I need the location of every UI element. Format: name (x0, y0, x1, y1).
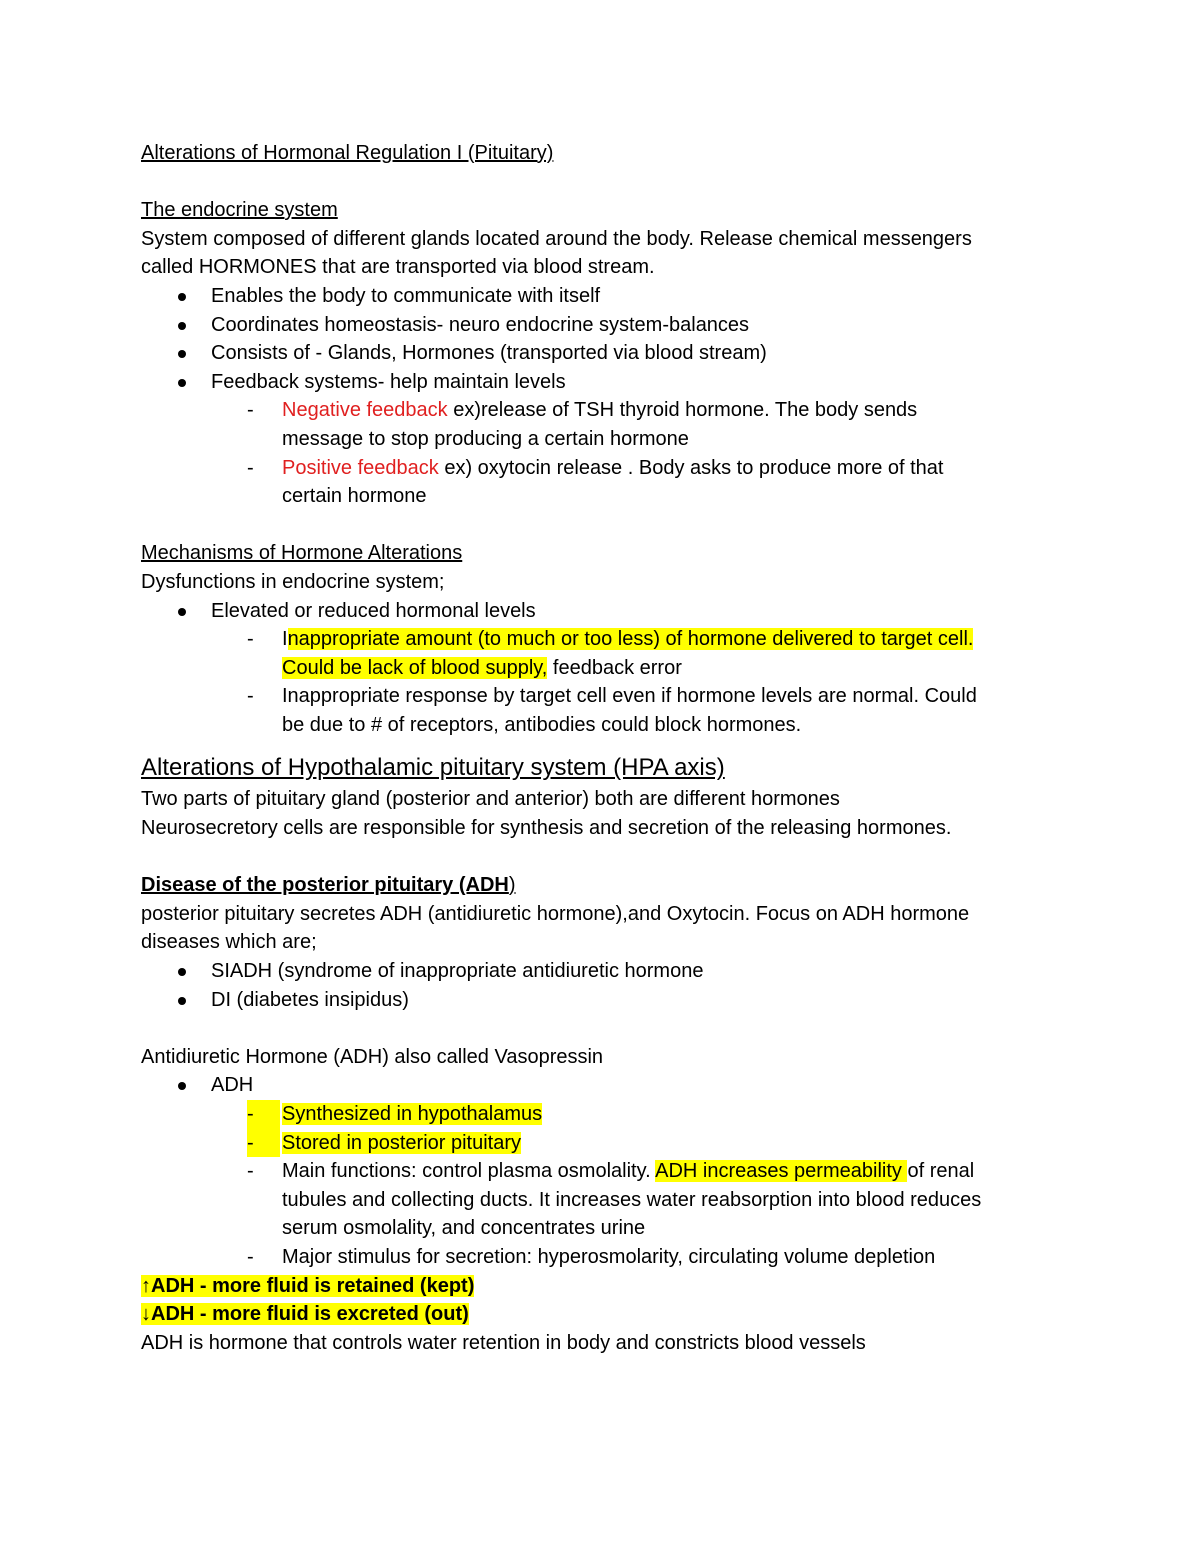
hpa-heading: Alterations of Hypothalamic pituitary system (HPA axis) (141, 754, 725, 782)
highlighted-text: ADH increases permeability (655, 1160, 908, 1183)
highlighted-text: Could be lack of blood supply, (282, 656, 548, 679)
bullet-icon (178, 1082, 186, 1090)
positive-feedback-label: Positive feedback (282, 456, 439, 479)
hpa-line-1: Two parts of pituitary gland (posterior and anterior) both are different hormones (141, 788, 840, 811)
adh-summary: ADH is hormone that controls water retention in body and constricts blood vessels (141, 1331, 866, 1354)
sub-list-item: - Major stimulus for secretion: hyperosmolarity, circulating volume depletion (247, 1245, 936, 1268)
sub-list-item: - Main functions: control plasma osmolality. ADH increases permeability of renal (247, 1160, 975, 1183)
highlighted-text: Synthesized in hypothalamus (282, 1103, 543, 1125)
list-item: Consists of - Glands, Hormones (transported via blood stream) (141, 339, 1051, 368)
sub-list-item-continuation: Could be lack of blood supply, feedback error (282, 656, 682, 679)
list-item: ADH (141, 1071, 1051, 1100)
sub-list-item-continuation: certain hormone (282, 485, 427, 508)
list-item: Feedback systems- help maintain levels (141, 368, 1051, 397)
highlighted-text: nappropriate amount (to much or too less) of hormone delivered to target cell. (287, 628, 974, 651)
bullet-icon (178, 608, 186, 616)
adh-increase-note: ↑ADH - more fluid is retained (kept) (141, 1274, 475, 1297)
bullet-icon (178, 350, 186, 358)
highlighted-text: Stored in posterior pituitary (282, 1131, 522, 1154)
sub-list-item: - Inappropriate amount (to much or too less) of hormone delivered to target cell. (247, 628, 974, 651)
adh-decrease-note: ↓ADH - more fluid is excreted (out) (141, 1303, 469, 1326)
document-title: Alterations of Hormonal Regulation I (Pituitary) (141, 142, 554, 164)
adh-intro: Antidiuretic Hormone (ADH) also called Vasopressin (141, 1045, 604, 1068)
bullet-icon (178, 293, 186, 301)
list-item: Enables the body to communicate with itself (141, 282, 1051, 311)
endocrine-intro-line-1: System composed of different glands located around the body. Release chemical messengers (141, 227, 972, 250)
list-item: SIADH (syndrome of inappropriate antidiuretic hormone (141, 957, 1051, 986)
sub-list-item-negative-feedback: - Negative feedback ex)release of TSH thyroid hormone. The body sends (247, 399, 918, 422)
posterior-line-1: posterior pituitary secretes ADH (antidiuretic hormone),and Oxytocin. Focus on ADH hormone (141, 902, 970, 925)
bullet-icon (178, 968, 186, 976)
sub-list-item-continuation: serum osmolality, and concentrates urine (282, 1217, 646, 1240)
sub-list-item: - Inappropriate response by target cell even if hormone levels are normal. Could (247, 685, 977, 708)
hpa-line-2: Neurosecretory cells are responsible for synthesis and secretion of the releasing hormones. (141, 817, 952, 840)
mechanisms-intro: Dysfunctions in endocrine system; (141, 570, 445, 593)
sub-list-item-positive-feedback: - Positive feedback ex) oxytocin release . Body asks to produce more of that (247, 456, 944, 479)
negative-feedback-label: Negative feedback (282, 399, 448, 422)
sub-list-item: - Synthesized in hypothalamus (141, 1100, 1051, 1129)
endocrine-heading: The endocrine system (141, 199, 338, 222)
bullet-icon (178, 322, 186, 330)
list-item: Elevated or reduced hormonal levels (141, 597, 1051, 626)
endocrine-intro-line-2: called HORMONES that are transported via blood stream. (141, 256, 655, 279)
bullet-icon (178, 997, 186, 1005)
sub-list-item-continuation: tubules and collecting ducts. It increases water reabsorption into blood reduces (282, 1188, 982, 1211)
bullet-icon (178, 379, 186, 387)
list-item: Coordinates homeostasis- neuro endocrine system-balances (141, 311, 1051, 340)
posterior-heading: Disease of the posterior pituitary (ADH) (141, 874, 516, 897)
posterior-line-2: diseases which are; (141, 931, 317, 954)
list-item: DI (diabetes insipidus) (141, 986, 1051, 1015)
sub-list-item: - Stored in posterior pituitary (141, 1129, 1051, 1158)
sub-list-item-continuation: be due to # of receptors, antibodies could block hormones. (282, 713, 802, 736)
document-page (141, 139, 1051, 1357)
mechanisms-heading: Mechanisms of Hormone Alterations (141, 542, 463, 565)
sub-list-item-continuation: message to stop producing a certain hormone (282, 427, 689, 450)
